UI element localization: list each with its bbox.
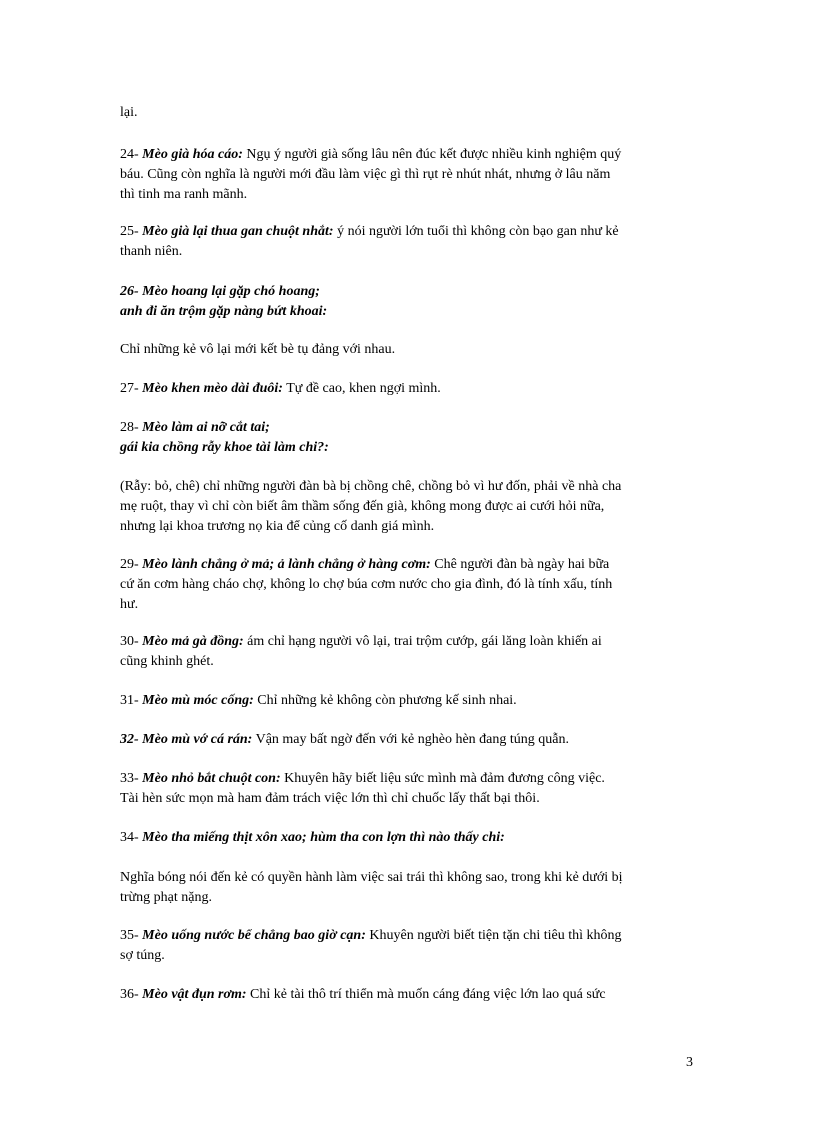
entry-line <box>120 477 695 497</box>
entry-24 <box>120 145 695 205</box>
entry-text: Chỉ kẻ tài thô trí thiển mà muốn cáng đáng việc lớn lao quá sức <box>246 987 606 1002</box>
entry-line <box>120 517 695 537</box>
entry-text: Khuyên người biết tiện tặn chi tiêu thì không <box>365 928 622 943</box>
entry-term: Mèo tha miếng thịt xôn xao; hùm tha con lợn thì nào thấy chi: <box>142 830 505 845</box>
entry-26b <box>120 340 695 360</box>
entry-text: Vận may bất ngờ đến với kẻ nghèo hèn đang túng quẫn. <box>252 732 569 747</box>
entry-text: Chỉ những kẻ vô lại mới kết bè tụ đảng với nhau. <box>120 342 396 357</box>
entry-number: 24- <box>120 147 143 162</box>
entry-number: 29- <box>120 557 143 572</box>
entry-line <box>120 103 695 123</box>
entry-line <box>120 730 695 750</box>
entry-36 <box>120 985 695 1005</box>
entry-text: hư. <box>120 597 139 612</box>
entry-line <box>120 145 695 165</box>
entry-line <box>120 282 695 302</box>
entry-text: ám chỉ hạng người vô lại, trai trộm cướp, gái lăng loàn khiến ai <box>243 634 602 649</box>
entry-term: 26- Mèo hoang lại gặp chó hoang; <box>120 284 320 299</box>
entry-text: Khuyên hãy biết liệu sức mình mà đảm đương công việc. <box>280 771 605 786</box>
entry-29 <box>120 555 695 615</box>
entry-line <box>120 888 695 908</box>
entry-line <box>120 691 695 711</box>
entry-term: Mèo già lại thua gan chuột nhắt: <box>142 224 334 239</box>
entry-number: 31- <box>120 693 143 708</box>
entry-line <box>120 789 695 809</box>
entry-number: 27- <box>120 381 143 396</box>
entry-32 <box>120 730 695 750</box>
entry-35 <box>120 926 695 966</box>
entry-text: ý nói người lớn tuổi thì không còn bạo gan như kẻ <box>333 224 619 239</box>
entry-line <box>120 595 695 615</box>
entry-text: lại. <box>120 105 138 120</box>
entry-term: gái kia chồng rẫy khoe tài làm chi?: <box>120 440 329 455</box>
entry-text: mẹ ruột, thay vì chỉ còn biết âm thầm sống đến già, không mong được ai cưới hỏi nữa, <box>120 499 605 514</box>
entry-line <box>120 985 695 1005</box>
entry-term: Mèo mả gà đồng: <box>142 634 244 649</box>
entry-28 <box>120 418 695 458</box>
entry-text: Chê người đàn bà ngày hai bữa <box>430 557 610 572</box>
entry-term: Mèo già hóa cáo: <box>142 147 243 162</box>
entry-line <box>120 769 695 789</box>
entry-line <box>120 302 695 322</box>
page-number: 3 <box>686 1055 693 1070</box>
entry-text: Tài hèn sức mọn mà ham đảm trách việc lớn thì chỉ chuốc lấy thất bại thôi. <box>120 791 540 806</box>
entry-line <box>120 946 695 966</box>
entry-text: trừng phạt nặng. <box>120 890 212 905</box>
entry-term: 32- Mèo mù vớ cá rán: <box>120 732 253 747</box>
entry-line <box>120 379 695 399</box>
entry-text: Ngụ ý người già sống lâu nên đúc kết được nhiều kinh nghiệm quý <box>242 147 622 162</box>
entry-line <box>120 497 695 517</box>
entry-line <box>120 438 695 458</box>
entry-text: nhưng lại khoa trương nọ kia để củng cố danh giá mình. <box>120 519 435 534</box>
entry-number: 36- <box>120 987 143 1002</box>
entry-text: sợ túng. <box>120 948 165 963</box>
entry-line <box>120 868 695 888</box>
entry-25 <box>120 222 695 262</box>
entry-line <box>120 340 695 360</box>
entry-line <box>120 575 695 595</box>
entry-27 <box>120 379 695 399</box>
entry-line <box>120 418 695 438</box>
entry-text: Tự đề cao, khen ngợi mình. <box>282 381 441 396</box>
entry-term: Mèo uống nước bể chẳng bao giờ cạn: <box>142 928 366 943</box>
entry-text: cũng khinh ghét. <box>120 654 214 669</box>
entry-term: Mèo mù móc cống: <box>142 693 254 708</box>
entry-31 <box>120 691 695 711</box>
entry-number: 33- <box>120 771 143 786</box>
entry-term: Mèo vật đụn rơm: <box>142 987 247 1002</box>
entry-text: (Rẫy: bỏ, chê) chỉ những người đàn bà bị chồng chê, chồng bỏ vì hư đốn, phải về nhà cha <box>120 479 622 494</box>
entry-line <box>120 555 695 575</box>
entry-line <box>120 828 695 848</box>
entry-line <box>120 165 695 185</box>
entry-term: Mèo lành chẳng ở mả; ả lành chẳng ở hàng cơm: <box>142 557 431 572</box>
entry-number: 35- <box>120 928 143 943</box>
entry-line <box>120 185 695 205</box>
entry-cont <box>120 103 695 123</box>
entry-text: Nghĩa bóng nói đến kẻ có quyền hành làm việc sai trái thì không sao, trong khi kẻ dưới bị <box>120 870 623 885</box>
entry-28b <box>120 477 695 537</box>
entry-26 <box>120 282 695 322</box>
entry-term: Mèo làm ai nỡ cắt tai; <box>142 420 270 435</box>
entry-number: 28- <box>120 420 143 435</box>
entry-term: Mèo nhỏ bắt chuột con: <box>142 771 281 786</box>
entry-text: cứ ăn cơm hàng cháo chợ, không lo chợ búa cơm nước cho gia đình, đó là tính xấu, tính <box>120 577 613 592</box>
entry-term: anh đi ăn trộm gặp nàng bứt khoai: <box>120 304 328 319</box>
entry-text: Chỉ những kẻ không còn phương kế sinh nhai. <box>253 693 517 708</box>
entry-line <box>120 926 695 946</box>
entry-number: 30- <box>120 634 143 649</box>
entry-34b <box>120 868 695 908</box>
entry-text: báu. Cũng còn nghĩa là người mới đầu làm việc gì thì rụt rè nhút nhát, nhưng ở lâu năm <box>120 167 611 182</box>
entry-number: 34- <box>120 830 143 845</box>
entry-line <box>120 242 695 262</box>
entry-term: Mèo khen mèo dài đuôi: <box>142 381 283 396</box>
entry-33 <box>120 769 695 809</box>
entry-text: thì tinh ma ranh mãnh. <box>120 187 248 202</box>
entry-34 <box>120 828 695 848</box>
entry-number: 25- <box>120 224 143 239</box>
entry-line <box>120 222 695 242</box>
entry-30 <box>120 632 695 672</box>
entry-line <box>120 632 695 652</box>
entry-line <box>120 652 695 672</box>
entry-text: thanh niên. <box>120 244 183 259</box>
